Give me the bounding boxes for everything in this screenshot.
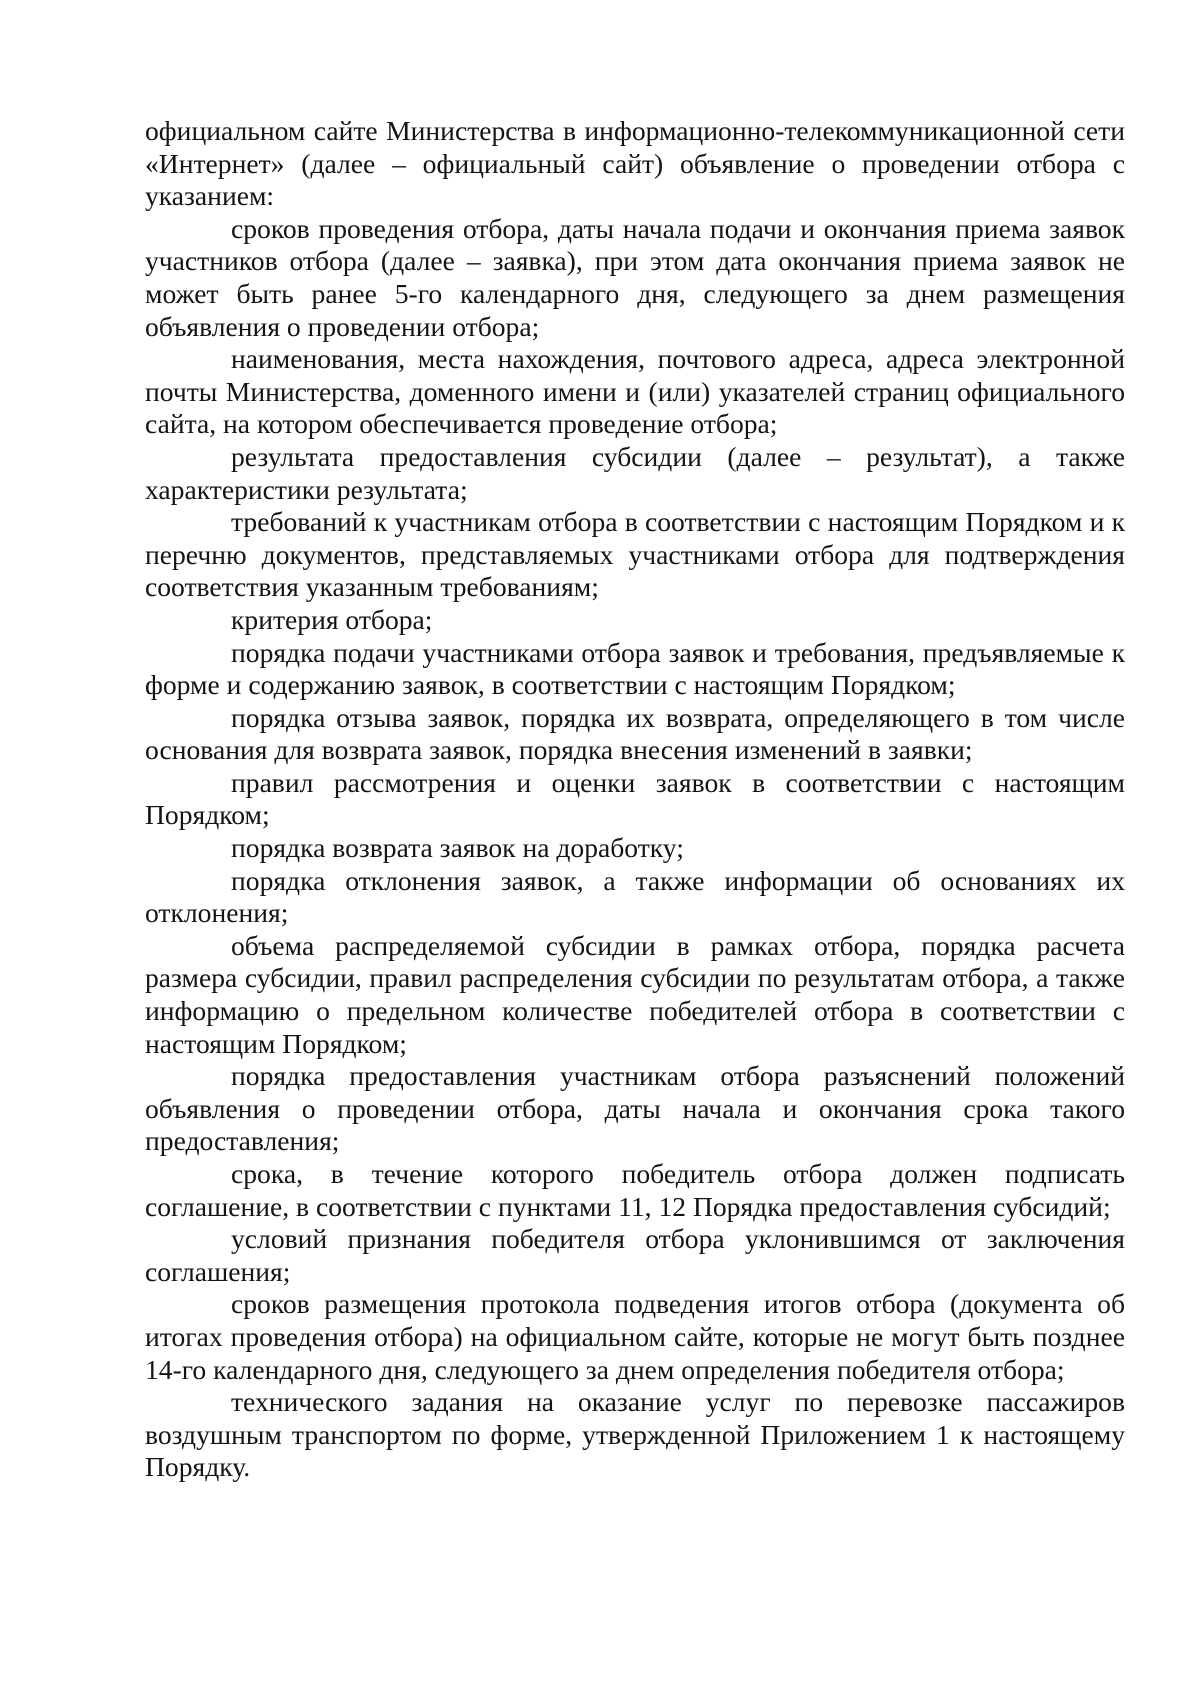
paragraph-subsidy-volume: объема распределяемой субсидии в рамках отбора, порядка расчета размера субсидии, правил распределения субсидии по результатам отбора, а также информацию о предельном количестве победителей отбора в соответствии с настоящим Порядком; [145, 929, 1125, 1059]
paragraph-withdrawal-procedure: порядка отзыва заявок, порядка их возврата, определяющего в том числе основания для возврата заявок, порядка внесения изменений в заявки; [145, 701, 1125, 766]
paragraph-participant-requirements: требований к участникам отбора в соответствии с настоящим Порядком и к перечню документов, представляемых участниками отбора для подтверждения соответствия указанным требованиям; [145, 506, 1125, 603]
paragraph-protocol-publication: сроков размещения протокола подведения итогов отбора (документа об итогах проведения отбора) на официальном сайте, которые не могут быть позднее 14-го календарного дня, следующего за днем определения победителя отбора; [145, 1288, 1125, 1385]
paragraph-evasion-conditions: условий признания победителя отбора уклонившимся от заключения соглашения; [145, 1223, 1125, 1287]
paragraph-rejection-procedure: порядка отклонения заявок, а также информации об основаниях их отклонения; [145, 864, 1125, 929]
paragraph-subsidy-result: результата предоставления субсидии (далее – результат), а также характеристики результата; [145, 440, 1125, 505]
paragraph-selection-criterion: критерия отбора; [231, 603, 433, 635]
paragraph-review-rules: правил рассмотрения и оценки заявок в соответствии с настоящим Порядком; [145, 766, 1125, 831]
document-page [145, 115, 1125, 1484]
paragraph-application-procedure: порядка подачи участниками отбора заявок и требования, предъявляемые к форме и содержанию заявок, в соответствии с настоящим Порядком; [145, 636, 1125, 701]
paragraph-ministry-contacts: наименования, места нахождения, почтового адреса, адреса электронной почты Министерства, доменного имени и (или) указателей страниц официального сайта, на котором обеспечивается проведение отбора; [145, 343, 1125, 440]
paragraph-agreement-deadline: срока, в течение которого победитель отбора должен подписать соглашение, в соответствии с пунктами 11, 12 Порядка предоставления субсидий; [145, 1158, 1125, 1222]
paragraph-deadlines: сроков проведения отбора, даты начала подачи и окончания приема заявок участников отбора (далее – заявка), при этом дата окончания приема заявок не может быть ранее 5-го календарного дня, следующего за днем размещения объявления о проведении отбора; [145, 212, 1125, 342]
paragraph-return-for-revision: порядка возврата заявок на доработку; [231, 832, 684, 864]
paragraph-clarifications: порядка предоставления участникам отбора разъяснений положений объявления о проведении отбора, даты начала и окончания срока такого предоставления; [145, 1060, 1125, 1157]
paragraph-intro: официальном сайте Министерства в информационно-телекоммуникационной сети «Интернет» (далее – официальный сайт) объявление о проведении отбора с указанием: [145, 115, 1125, 212]
paragraph-technical-assignment: технического задания на оказание услуг по перевозке пассажиров воздушным транспортом по форме, утвержденной Приложением 1 к настоящему Порядку. [145, 1386, 1125, 1483]
